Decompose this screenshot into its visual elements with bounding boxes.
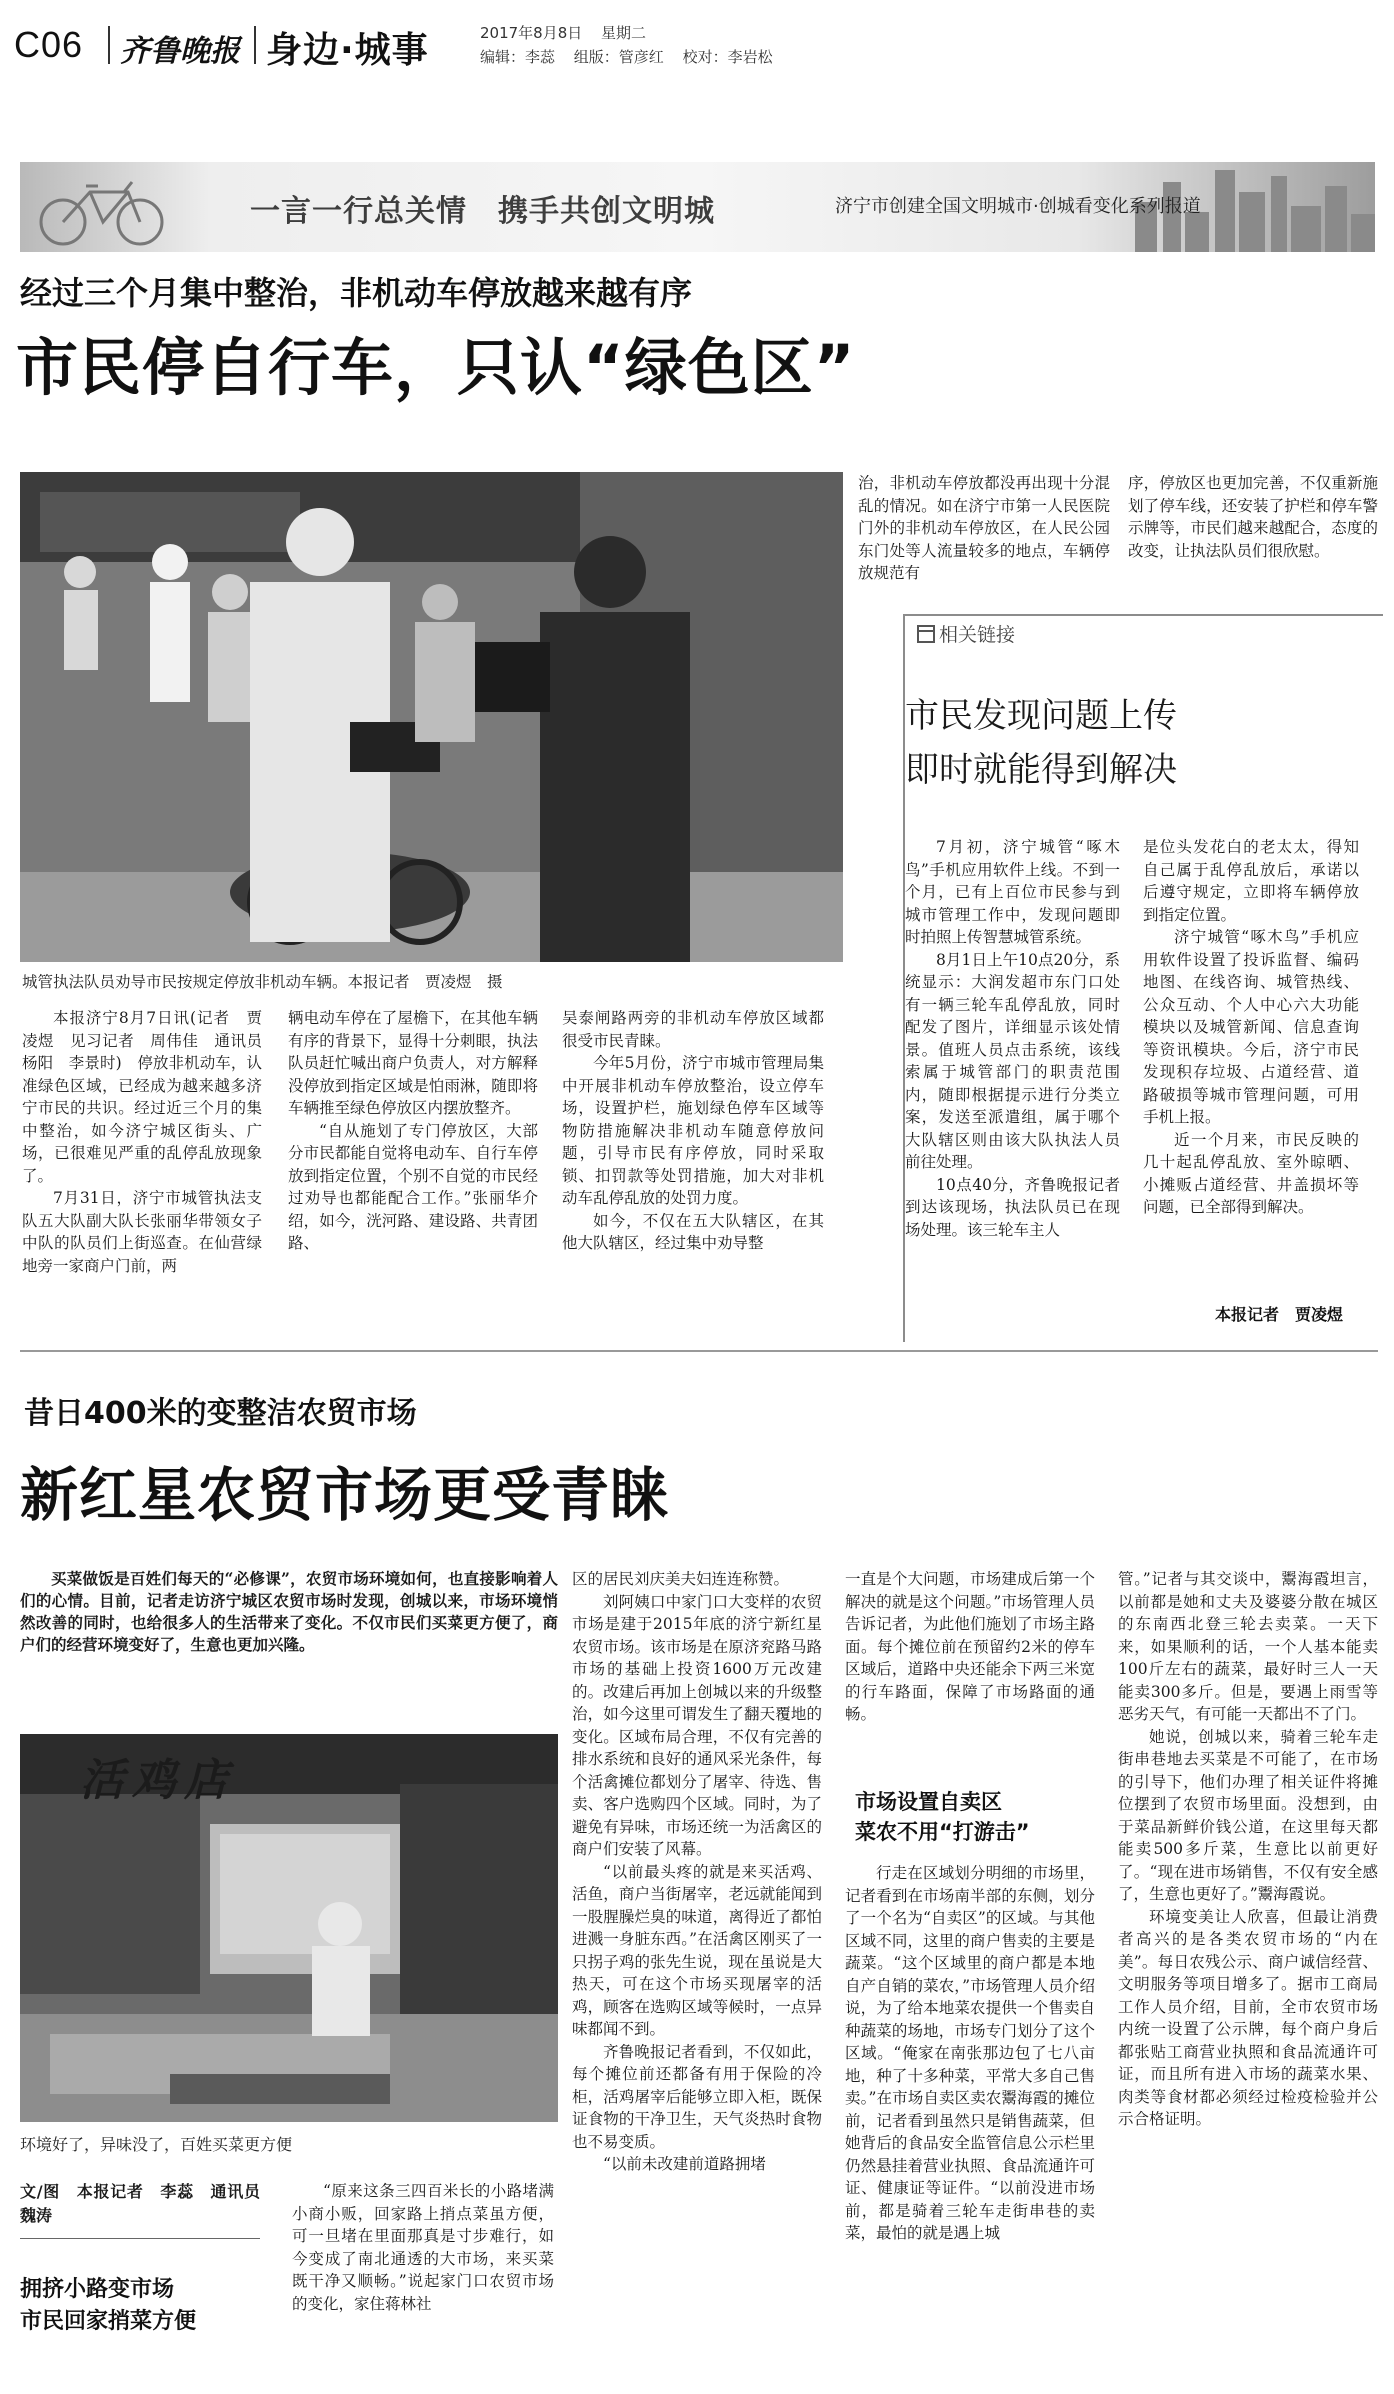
paragraph: “原来这条三四百米长的小路堵满小商小贩，回家路上捎点菜虽方便，可一旦堵在里面那真是寸步难行，如今变成了南北通透的大市场，来买菜既干净又顺畅。”说起家门口农贸市场的变化，家住蒋林社 bbox=[292, 2182, 554, 2313]
story1-column-5 bbox=[1128, 472, 1378, 596]
story2-byline bbox=[20, 2180, 277, 2228]
story1-column-3 bbox=[562, 1007, 824, 1339]
paragraph: 治，非机动车停放都没再出现十分混乱的情况。如在济宁市第一人民医院门外的非机动车停放区，在人民公园东门处等人流量较多的地点，车辆停放规范有 bbox=[858, 474, 1110, 582]
sidebar-column-2 bbox=[1143, 836, 1359, 1276]
market-shop-sign: 活鸡店 bbox=[80, 1755, 236, 1806]
story2-lead bbox=[20, 1568, 558, 1724]
paragraph: 买菜做饭是百姓们每天的“必修课”，农贸市场环境如何，也直接影响着人们的心情。目前，记者走访济宁城区农贸市场时发现，创城以来，市场环境悄然改善的同时，也给很多人的生活带来了变化。不仅市民们买菜更方便了，商户们的经营环境变好了，生意也更加兴隆。 bbox=[20, 1569, 558, 1654]
story2-column-b bbox=[572, 1568, 822, 2385]
related-links-box bbox=[903, 614, 1383, 1342]
paragraph: 近一个月来，市民反映的几十起乱停乱放、室外晾晒、小摊贩占道经营、井盖损坏等问题，已全部得到解决。 bbox=[1143, 1130, 1359, 1216]
paragraph: 刘阿姨口中家门口大变样的农贸市场是建于2015年底的济宁新红星农贸市场。该市场是在原济兖路马路市场的基础上投资1600万元改建的。改建后再加上创城以来的升级整治，如今这里可谓发生了翻天覆地的变化。区域布局合理，不仅有完善的排水系统和良好的通风采光条件，每个活禽摊位都划分了屠宰、待选、售卖、客户选购四个区域。同时，为了避免有异味，市场还统一为活禽区的商户们安装了风幕。 bbox=[572, 1592, 822, 1858]
proofreader: 校对：李岩松 bbox=[682, 48, 773, 66]
story2-subhead-line2: 菜农不用“打游击” bbox=[855, 1820, 1030, 1844]
editor: 编辑：李蕊 bbox=[480, 48, 556, 66]
paragraph: 10点40分，齐鲁晚报记者到达该现场，执法队员已在现场处理。该三轮车主人 bbox=[905, 1175, 1120, 1239]
paragraph: 济宁城管“啄木鸟”手机应用软件设置了投诉监督、编码地图、在线咨询、城管热线、公众互动、个人中心六大功能模块以及城管新闻、信息查询等资讯模块。今后，济宁市民发现积存垃圾、占道经营、道路破损等城市管理问题，可用手机上报。 bbox=[1143, 928, 1359, 1126]
issue-weekday: 星期二 bbox=[601, 24, 647, 42]
byline-rule bbox=[20, 2238, 260, 2239]
paper-logo: 齐鲁晚报 bbox=[120, 34, 240, 69]
banner-series-title: 济宁市创建全国文明城市·创城看变化系列报道 bbox=[835, 196, 1201, 217]
related-links-label bbox=[917, 620, 1015, 647]
paragraph: “以前未改建前道路拥堵 bbox=[603, 2155, 766, 2173]
layout-editor: 组版：管彦红 bbox=[573, 48, 664, 66]
paragraph: “自从施划了专门停放区，大部分市民都能自觉将电动车、自行车停放到指定位置，个别不自觉的市民经过劝导也都能配合工作。”张丽华介绍，如今，洸河路、建设路、共青团路、 bbox=[288, 1121, 538, 1252]
page-number: C06 bbox=[14, 24, 84, 65]
story2-kicker: 昔日400米的变整洁农贸市场 bbox=[24, 1396, 417, 1431]
paragraph: 辆电动车停在了屋檐下，在其他车辆有序的背景下，显得十分刺眼，执法队员赶忙喊出商户负责人，对方解释没停放到指定区域是怕雨淋，随即将车辆推至绿色停放区内摆放整齐。 bbox=[288, 1009, 538, 1117]
story1-headline: 市民停自行车，只认“绿色区” bbox=[16, 331, 856, 404]
paragraph: 吴泰闸路两旁的非机动车停放区域都很受市民青睐。 bbox=[562, 1009, 824, 1050]
paragraph: “以前最头疼的就是来买活鸡、活鱼，商户当街屠宰，老远就能闻到一股腥臊烂臭的味道，离得近了都怕进溅一身脏东西。”在活禽区刚买了一只拐子鸡的张先生说，现在虽说是大热天，可在这个市场买现屠宰的活鸡，顾客在选购区域等候时，一点异味都闻不到。 bbox=[572, 1862, 822, 2038]
paragraph: 本报济宁8月7日讯(记者 贾凌煜 见习记者 周伟佳 通讯员 杨阳 李景时) 停放非机动车，认准绿色区域，已经成为越来越多济宁市民的共识。经过近三个月的集中整治，如今济宁城区街头、广场，已很难见严重的乱停乱放现象了。 bbox=[22, 1009, 278, 1185]
story1-photo-caption: 城管执法队员劝导市民按规定停放非机动车辆。本报记者 贾凌煜 摄 bbox=[22, 973, 503, 991]
side-title-line2: 市民回家捎菜方便 bbox=[20, 2309, 197, 2334]
story1-column-2 bbox=[288, 1007, 538, 1339]
sidebar-column-1 bbox=[905, 836, 1120, 1316]
issue-date-line bbox=[480, 22, 646, 43]
paragraph: 今年5月份，济宁市城市管理局集中开展非机动车停放整治，设立停车场，设置护栏，施划绿色停车区域等物防措施解决非机动车随意停放问题，引导市民有序停放，同时采取锁、扣罚款等处罚措施，加大对非机动车乱停乱放的处罚力度。 bbox=[562, 1054, 824, 1207]
paragraph: 她说，创城以来，骑着三轮车走街串巷地去买菜是不可能了，在市场的引导下，他们办理了相关证件将摊位摆到了农贸市场里面。没想到，由于菜品新鲜价钱公道，在这里每天都能卖500多斤菜，生意比以前更好了。“现在进市场销售，不仅有安全感了，生意也更好了。”鬻海霞说。 bbox=[1118, 1727, 1378, 1903]
story2-subhead-line1: 市场设置自卖区 bbox=[855, 1790, 1002, 1814]
section-title: 身边·城事 bbox=[266, 30, 429, 71]
masthead-divider bbox=[108, 26, 110, 64]
story2-column-c2 bbox=[845, 1862, 1095, 2385]
byline: 文/图 本报记者 李蕊 通讯员 魏涛 bbox=[20, 2182, 277, 2225]
paragraph: 序，停放区也更加完善，不仅重新施划了停车线，还安装了护栏和停车警示牌等，市民们越来越配合，态度的改变，让执法队员们很欣慰。 bbox=[1128, 474, 1378, 560]
paragraph: 区的居民刘庆美夫妇连连称赞。 bbox=[572, 1570, 790, 1588]
masthead bbox=[0, 0, 1394, 80]
sidebar-headline-line2: 即时就能得到解决 bbox=[905, 750, 1177, 790]
issue-date: 2017年8月8日 bbox=[480, 24, 583, 42]
story2-headline: 新红星农贸市场更受青睐 bbox=[20, 1461, 670, 1529]
side-title-line1: 拥挤小路变市场 bbox=[20, 2277, 175, 2302]
enforcement-scene-image bbox=[20, 472, 843, 962]
sidebar-byline: 本报记者 贾凌煜 bbox=[1215, 1305, 1344, 1324]
paragraph: 行走在区域划分明细的市场里，记者看到在市场南半部的东侧，划分了一个名为“自卖区”的区域。与其他区域不同，这里的商户售卖的主要是蔬菜。“这个区域里的商户都是本地自产自销的菜农，”市场管理人员介绍说，为了给本地菜农提供一个售卖自种蔬菜的场地，市场专门划分了这个区域。“俺家在南张那边包了七八亩地，种了十多种菜，平常大多自己售卖。”在市场自卖区卖农鬻海霞的摊位前，记者看到虽然只是销售蔬菜，但她背后的食品安全监管信息公示栏里仍然悬挂着营业执照、食品流通许可证、健康证等证件。“以前没进市场前，都是骑着三轮车走街串巷的卖菜，最怕的就是遇上城 bbox=[845, 1864, 1095, 2242]
sidebar-headline-line1: 市民发现问题上传 bbox=[905, 696, 1177, 736]
banner-slogan: 一言一行总关情 携手共创文明城 bbox=[250, 194, 715, 229]
paragraph: 管。”记者与其交谈中，鬻海霞坦言，以前都是她和丈夫及婆婆分散在城区的东南西北登三轮去卖菜。一天下来，如果顺利的话，一个人基本能卖100斤左右的蔬菜，最好时三人一天能卖300多斤。但是，要遇上雨雪等恶劣天气，有可能一天都出不了门。 bbox=[1118, 1570, 1378, 1723]
paragraph: 8月1日上午10点20分，系统显示：大润发超市东门口处有一辆三轮车乱停乱放，同时配发了图片，详细显示该处情景。值班人员点击系统，该线索属于城管部门的职责范围内，随即根据提示进行分类立案，发送至派遣组，属于哪个大队辖区则由该大队执法人员前往处理。 bbox=[905, 950, 1120, 1171]
paragraph: 齐鲁晚报记者看到，不仅如此，每个摊位前还都备有用于保险的冷柜，活鸡屠宰后能够立即入柜，既保证食物的干净卫生，天气炎热时食物也不易变质。 bbox=[572, 2042, 822, 2151]
bicycle-illustration bbox=[28, 170, 178, 250]
story-divider bbox=[20, 1350, 1378, 1352]
paragraph: 环境变美让人欣喜，但最让消费者高兴的是各类农贸市场的“内在美”。每日农残公示、商户诚信经营、文明服务等项目增多了。据市工商局工作人员介绍，目前，全市农贸市场内统一设置了公示牌，每个商户身后都张贴工商营业执照和食品流通许可证，而且所有进入市场的蔬菜水果、肉类等食材都必须经过检疫检验并公示合格证明。 bbox=[1118, 1907, 1378, 2128]
story1-kicker: 经过三个月集中整治，非机动车停放越来越有序 bbox=[20, 274, 693, 312]
paragraph: 如今，不仅在五大队辖区，在其他大队辖区，经过集中劝导整 bbox=[562, 1211, 824, 1252]
doc-icon bbox=[917, 625, 935, 643]
paragraph: 是位头发花白的老太太，得知自己属于乱停乱放后，承诺以后遵守规定，立即将车辆停放到指定位置。 bbox=[1143, 838, 1359, 924]
paragraph: 一直是个大问题，市场建成后第一个解决的就是这个问题。”市场管理人员告诉记者，为此他们施划了市场主路面。每个摊位前在预留约2米的停车区域后，道路中央还能余下两三米宽的行车路面，保障了市场路面的通畅。 bbox=[845, 1570, 1095, 1723]
story2-column-d bbox=[1118, 1568, 1378, 2385]
story1-photo bbox=[20, 472, 843, 962]
paragraph: 7月31日，济宁市城管执法支队五大队副大队长张丽华带领女子中队的队员们上街巡查。在仙营绿地旁一家商户门前，两 bbox=[22, 1189, 262, 1275]
series-banner bbox=[20, 162, 1375, 252]
related-links-label-text: 相关链接 bbox=[939, 624, 1016, 646]
story2-column-c bbox=[845, 1568, 1095, 1768]
story2-photo bbox=[20, 1734, 558, 2122]
story2-column-a bbox=[292, 2180, 554, 2385]
staff-line bbox=[480, 46, 773, 67]
paragraph: 7月初，济宁城管“啄木鸟”手机应用软件上线。不到一个月，已有上百位市民参与到城市管理工作中，发现问题即时拍照上传智慧城管系统。 bbox=[905, 838, 1120, 946]
story1-column-4 bbox=[858, 472, 1110, 596]
masthead-divider bbox=[254, 26, 256, 64]
story1-column-1 bbox=[22, 1007, 278, 1339]
story2-photo-caption: 环境好了，异味没了，百姓买菜更方便 bbox=[20, 2135, 293, 2154]
